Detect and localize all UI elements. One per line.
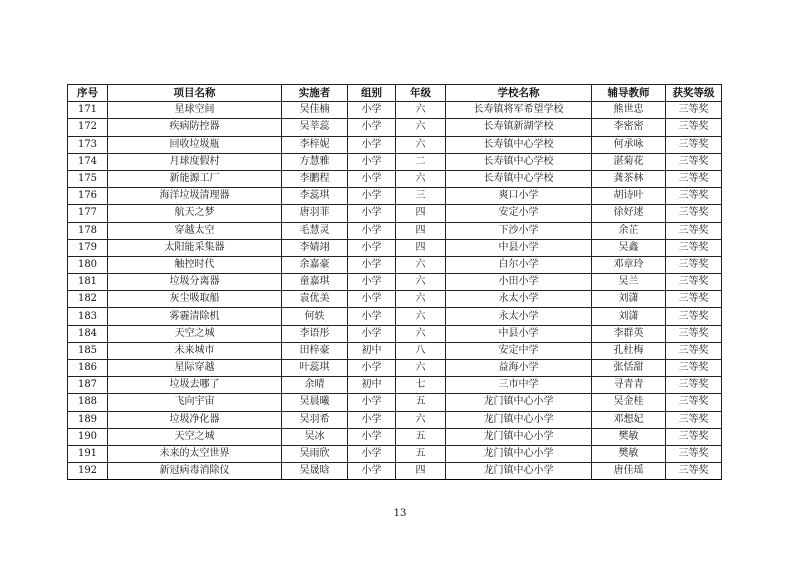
cell-index: 171 [68,102,108,119]
cell-school: 永太小学 [446,291,592,308]
table-row [68,170,722,187]
cell-project-name: 雾霾清除机 [108,308,282,325]
cell-grade: 六 [396,308,446,325]
table-row [68,463,722,480]
cell-teacher: 李群英 [592,325,666,342]
cell-award: 三等奖 [666,342,722,359]
cell-group: 小学 [348,291,396,308]
cell-author: 方慧雅 [282,153,348,170]
cell-award: 三等奖 [666,274,722,291]
cell-grade: 四 [396,222,446,239]
cell-author: 吴冰 [282,428,348,445]
cell-index: 192 [68,463,108,480]
cell-grade: 六 [396,325,446,342]
cell-teacher: 李密密 [592,119,666,136]
cell-award: 三等奖 [666,308,722,325]
cell-group: 小学 [348,205,396,222]
cell-award: 三等奖 [666,411,722,428]
table-row [68,222,722,239]
cell-project-name: 新能源工厂 [108,170,282,187]
cell-grade: 六 [396,119,446,136]
cell-author: 吴羽希 [282,411,348,428]
cell-project-name: 星际穿越 [108,360,282,377]
cell-teacher: 熊世忠 [592,102,666,119]
cell-school: 长寿镇中心学校 [446,136,592,153]
cell-index: 172 [68,119,108,136]
cell-project-name: 疾病防控器 [108,119,282,136]
cell-author: 吴晟晗 [282,463,348,480]
cell-project-name: 垃圾分离器 [108,274,282,291]
table-row [68,445,722,462]
cell-school: 益海小学 [446,360,592,377]
cell-award: 三等奖 [666,291,722,308]
cell-author: 李语彤 [282,325,348,342]
col-header-school: 学校名称 [446,85,592,102]
col-header-teacher: 辅导教师 [592,85,666,102]
cell-project-name: 回收垃圾瓶 [108,136,282,153]
cell-teacher: 徐好逑 [592,205,666,222]
cell-award: 三等奖 [666,153,722,170]
cell-teacher: 樊敏 [592,445,666,462]
cell-school: 龙门镇中心小学 [446,463,592,480]
table-row [68,308,722,325]
col-header-project-name: 项目名称 [108,85,282,102]
cell-group: 小学 [348,308,396,325]
cell-project-name: 灰尘吸取船 [108,291,282,308]
cell-index: 175 [68,170,108,187]
cell-author: 童嘉琪 [282,274,348,291]
cell-project-name: 天空之城 [108,428,282,445]
cell-grade: 六 [396,136,446,153]
table-row [68,342,722,359]
cell-grade: 四 [396,205,446,222]
cell-award: 三等奖 [666,394,722,411]
cell-author: 余嘉豪 [282,256,348,273]
cell-index: 177 [68,205,108,222]
cell-author: 吴雨欣 [282,445,348,462]
cell-group: 小学 [348,102,396,119]
cell-grade: 五 [396,428,446,445]
table-row [68,377,722,394]
cell-index: 178 [68,222,108,239]
table-row [68,205,722,222]
cell-school: 安定小学 [446,205,592,222]
cell-index: 191 [68,445,108,462]
cell-project-name: 触控时代 [108,256,282,273]
col-header-award: 获奖等级 [666,85,722,102]
cell-group: 小学 [348,411,396,428]
cell-award: 三等奖 [666,205,722,222]
cell-index: 181 [68,274,108,291]
col-header-author: 实施者 [282,85,348,102]
cell-author: 唐羽菲 [282,205,348,222]
cell-teacher: 余芷 [592,222,666,239]
cell-school: 长寿镇新湖学校 [446,119,592,136]
cell-award: 三等奖 [666,428,722,445]
cell-project-name: 新冠病毒消除仪 [108,463,282,480]
cell-index: 185 [68,342,108,359]
cell-award: 三等奖 [666,170,722,187]
cell-project-name: 航天之梦 [108,205,282,222]
cell-index: 190 [68,428,108,445]
col-header-index: 序号 [68,85,108,102]
cell-grade: 八 [396,342,446,359]
table-row [68,274,722,291]
table-row [68,325,722,342]
cell-school: 龙门镇中心小学 [446,428,592,445]
cell-project-name: 垃圾去哪了 [108,377,282,394]
cell-school: 中县小学 [446,325,592,342]
cell-award: 三等奖 [666,377,722,394]
cell-index: 186 [68,360,108,377]
cell-group: 小学 [348,119,396,136]
table-row [68,291,722,308]
cell-school: 龙门镇中心小学 [446,445,592,462]
cell-group: 小学 [348,445,396,462]
cell-grade: 六 [396,256,446,273]
table-row [68,102,722,119]
cell-author: 何轶 [282,308,348,325]
cell-author: 田梓豪 [282,342,348,359]
cell-project-name: 穿越太空 [108,222,282,239]
cell-author: 毛慧灵 [282,222,348,239]
cell-author: 余晴 [282,377,348,394]
cell-grade: 三 [396,188,446,205]
cell-project-name: 海洋垃圾清理器 [108,188,282,205]
cell-award: 三等奖 [666,119,722,136]
cell-teacher: 龚茶林 [592,170,666,187]
cell-school: 长寿镇中心学校 [446,170,592,187]
cell-project-name: 未来城市 [108,342,282,359]
cell-teacher: 何承咏 [592,136,666,153]
cell-group: 初中 [348,342,396,359]
cell-index: 188 [68,394,108,411]
cell-project-name: 垃圾净化器 [108,411,282,428]
cell-author: 吴佳楠 [282,102,348,119]
col-header-grade: 年级 [396,85,446,102]
table-row [68,411,722,428]
cell-school: 安定中学 [446,342,592,359]
cell-school: 小田小学 [446,274,592,291]
cell-group: 小学 [348,222,396,239]
cell-school: 龙门镇中心小学 [446,411,592,428]
cell-group: 小学 [348,136,396,153]
cell-index: 179 [68,239,108,256]
cell-index: 184 [68,325,108,342]
cell-grade: 五 [396,445,446,462]
cell-author: 吴晨曦 [282,394,348,411]
cell-project-name: 太阳能采集器 [108,239,282,256]
cell-award: 三等奖 [666,222,722,239]
table-body [68,102,722,480]
cell-teacher: 张恬甜 [592,360,666,377]
cell-award: 三等奖 [666,239,722,256]
cell-author: 袁优美 [282,291,348,308]
cell-award: 三等奖 [666,136,722,153]
cell-project-name: 星球空间 [108,102,282,119]
cell-group: 初中 [348,377,396,394]
cell-author: 李婧翊 [282,239,348,256]
table-row [68,428,722,445]
cell-project-name: 未来的太空世界 [108,445,282,462]
cell-index: 182 [68,291,108,308]
cell-teacher: 吴兰 [592,274,666,291]
cell-group: 小学 [348,239,396,256]
col-header-group: 组别 [348,85,396,102]
cell-teacher: 吴金桂 [592,394,666,411]
cell-group: 小学 [348,256,396,273]
cell-grade: 六 [396,360,446,377]
cell-teacher: 刘潇 [592,291,666,308]
cell-award: 三等奖 [666,325,722,342]
cell-index: 183 [68,308,108,325]
table-row [68,188,722,205]
cell-grade: 六 [396,411,446,428]
table-row [68,239,722,256]
cell-group: 小学 [348,153,396,170]
cell-group: 小学 [348,394,396,411]
table-row [68,360,722,377]
cell-award: 三等奖 [666,445,722,462]
cell-award: 三等奖 [666,188,722,205]
cell-teacher: 刘潇 [592,308,666,325]
cell-teacher: 胡诗叶 [592,188,666,205]
cell-group: 小学 [348,428,396,445]
cell-author: 叶蕊琪 [282,360,348,377]
cell-school: 龙门镇中心小学 [446,394,592,411]
cell-grade: 六 [396,102,446,119]
cell-grade: 四 [396,463,446,480]
cell-index: 174 [68,153,108,170]
awards-table [67,84,722,480]
cell-school: 爽口小学 [446,188,592,205]
cell-index: 176 [68,188,108,205]
table-row [68,119,722,136]
table-row [68,153,722,170]
cell-school: 下沙小学 [446,222,592,239]
cell-grade: 七 [396,377,446,394]
cell-project-name: 天空之城 [108,325,282,342]
cell-index: 189 [68,411,108,428]
cell-index: 187 [68,377,108,394]
cell-school: 长寿镇将军希望学校 [446,102,592,119]
cell-award: 三等奖 [666,102,722,119]
cell-award: 三等奖 [666,360,722,377]
table-row [68,136,722,153]
cell-school: 长寿镇中心学校 [446,153,592,170]
cell-index: 180 [68,256,108,273]
cell-teacher: 唐佳瑶 [592,463,666,480]
page-number: 13 [393,508,407,519]
cell-group: 小学 [348,188,396,205]
cell-grade: 二 [396,153,446,170]
cell-author: 吴莘蕊 [282,119,348,136]
cell-school: 中县小学 [446,239,592,256]
cell-grade: 六 [396,170,446,187]
cell-grade: 五 [396,394,446,411]
table-header-row [68,85,722,102]
table-row [68,394,722,411]
cell-grade: 六 [396,274,446,291]
table-header [68,85,722,102]
cell-group: 小学 [348,170,396,187]
cell-teacher: 吴鑫 [592,239,666,256]
cell-teacher: 孔杜梅 [592,342,666,359]
cell-teacher: 邓想妃 [592,411,666,428]
cell-group: 小学 [348,274,396,291]
cell-award: 三等奖 [666,256,722,273]
cell-project-name: 飞向宇宙 [108,394,282,411]
cell-index: 173 [68,136,108,153]
cell-award: 三等奖 [666,463,722,480]
cell-teacher: 邓章玲 [592,256,666,273]
cell-teacher: 寻青青 [592,377,666,394]
cell-author: 李蕊琪 [282,188,348,205]
cell-teacher: 樊敏 [592,428,666,445]
cell-group: 小学 [348,325,396,342]
cell-teacher: 湛菊花 [592,153,666,170]
cell-group: 小学 [348,463,396,480]
cell-school: 白尔小学 [446,256,592,273]
cell-grade: 四 [396,239,446,256]
cell-project-name: 月球度假村 [108,153,282,170]
cell-school: 三市中学 [446,377,592,394]
table-row [68,256,722,273]
cell-author: 李梓妮 [282,136,348,153]
cell-school: 永太小学 [446,308,592,325]
cell-grade: 六 [396,291,446,308]
cell-group: 小学 [348,360,396,377]
cell-author: 李鹏程 [282,170,348,187]
